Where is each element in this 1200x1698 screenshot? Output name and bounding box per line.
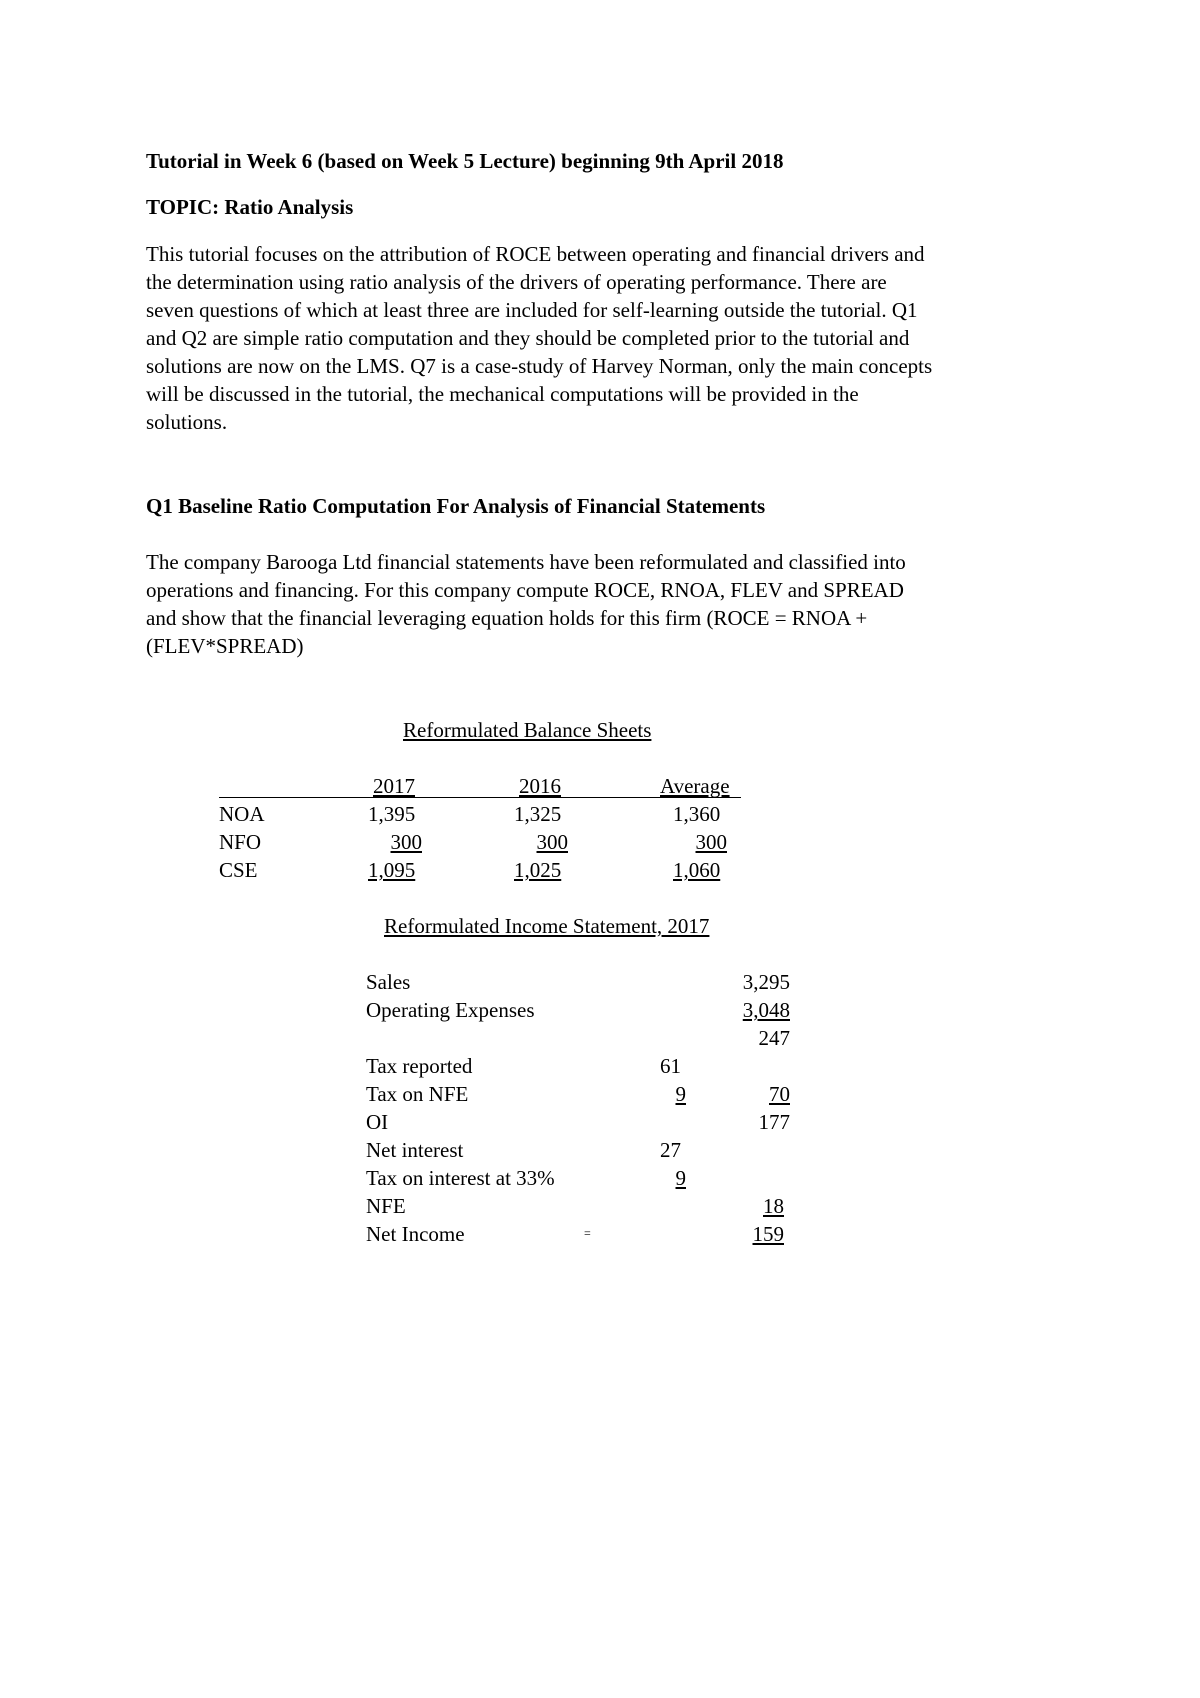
- q1-line: operations and financing. For this company compute ROCE, RNOA, FLEV and SPREAD: [146, 578, 904, 602]
- q1-line: and show that the financial leveraging equation holds for this firm (ROCE = RNOA +: [146, 606, 868, 630]
- equals-mark: =: [584, 1226, 591, 1240]
- bs-cell: 1,395: [368, 802, 416, 826]
- is-row-label: Net Income: [366, 1222, 465, 1246]
- intro-line: seven questions of which at least three are included for self-learning outside the tutorial. Q1: [146, 298, 918, 322]
- bs-cell: 1,060: [673, 858, 721, 882]
- bs-header-rule: [219, 797, 741, 798]
- bs-cell: 300: [390, 830, 422, 854]
- intro-line: will be discussed in the tutorial, the mechanical computations will be provided in the: [146, 382, 859, 406]
- q1-line: (FLEV*SPREAD): [146, 634, 304, 658]
- is-right-value: 177: [758, 1110, 790, 1134]
- is-row-label: Net interest: [366, 1138, 464, 1162]
- is-right-value: 3,048: [742, 998, 790, 1022]
- is-mid-value: 9: [675, 1082, 686, 1106]
- bs-row-label: NFO: [219, 830, 262, 854]
- intro-paragraph: [146, 240, 1076, 436]
- is-mid-value: 9: [675, 1166, 686, 1190]
- topic-heading: TOPIC: Ratio Analysis: [146, 195, 354, 219]
- document-title: Tutorial in Week 6 (based on Week 5 Lecture) beginning 9th April 2018: [146, 149, 784, 173]
- bs-header-average: Average: [660, 774, 730, 798]
- balance-sheet-title: Reformulated Balance Sheets: [403, 718, 652, 742]
- bs-header-2016: 2016: [519, 774, 561, 798]
- is-row-label: Operating Expenses: [366, 998, 535, 1022]
- bs-cell: 1,360: [673, 802, 721, 826]
- q1-line: The company Barooga Ltd financial statements have been reformulated and classified into: [146, 550, 906, 574]
- is-mid-value: 27: [660, 1138, 681, 1162]
- q1-paragraph: [146, 548, 1076, 660]
- bs-cell: 1,325: [514, 802, 562, 826]
- intro-line: the determination using ratio analysis of the drivers of operating performance. There are: [146, 270, 887, 294]
- bs-header-2017: 2017: [373, 774, 415, 798]
- is-row-label: NFE: [366, 1194, 406, 1218]
- bs-cell: 300: [695, 830, 727, 854]
- is-right-value: 18: [763, 1194, 784, 1218]
- is-right-value: 3,295: [742, 970, 790, 994]
- is-mid-value: 61: [660, 1054, 681, 1078]
- is-row-label: Sales: [366, 970, 411, 994]
- bs-cell: 1,095: [368, 858, 416, 882]
- intro-line: solutions.: [146, 410, 228, 434]
- q1-heading: Q1 Baseline Ratio Computation For Analysis of Financial Statements: [146, 494, 766, 518]
- bs-cell: 300: [536, 830, 568, 854]
- intro-line: This tutorial focuses on the attribution of ROCE between operating and financial drivers and: [146, 242, 925, 266]
- bs-row-label: CSE: [219, 858, 258, 882]
- is-row-label: Tax reported: [366, 1054, 473, 1078]
- is-right-value: 70: [769, 1082, 790, 1106]
- bs-cell: 1,025: [514, 858, 562, 882]
- income-statement-title: Reformulated Income Statement, 2017: [384, 914, 710, 938]
- is-row-label: Tax on NFE: [366, 1082, 469, 1106]
- is-right-value: 159: [752, 1222, 784, 1246]
- intro-line: and Q2 are simple ratio computation and they should be completed prior to the tutorial and: [146, 326, 910, 350]
- is-right-value: 247: [758, 1026, 790, 1050]
- is-row-label: OI: [366, 1110, 389, 1134]
- intro-line: solutions are now on the LMS. Q7 is a case-study of Harvey Norman, only the main concepts: [146, 354, 933, 378]
- bs-row-label: NOA: [219, 802, 265, 826]
- is-row-label: Tax on interest at 33%: [366, 1166, 555, 1190]
